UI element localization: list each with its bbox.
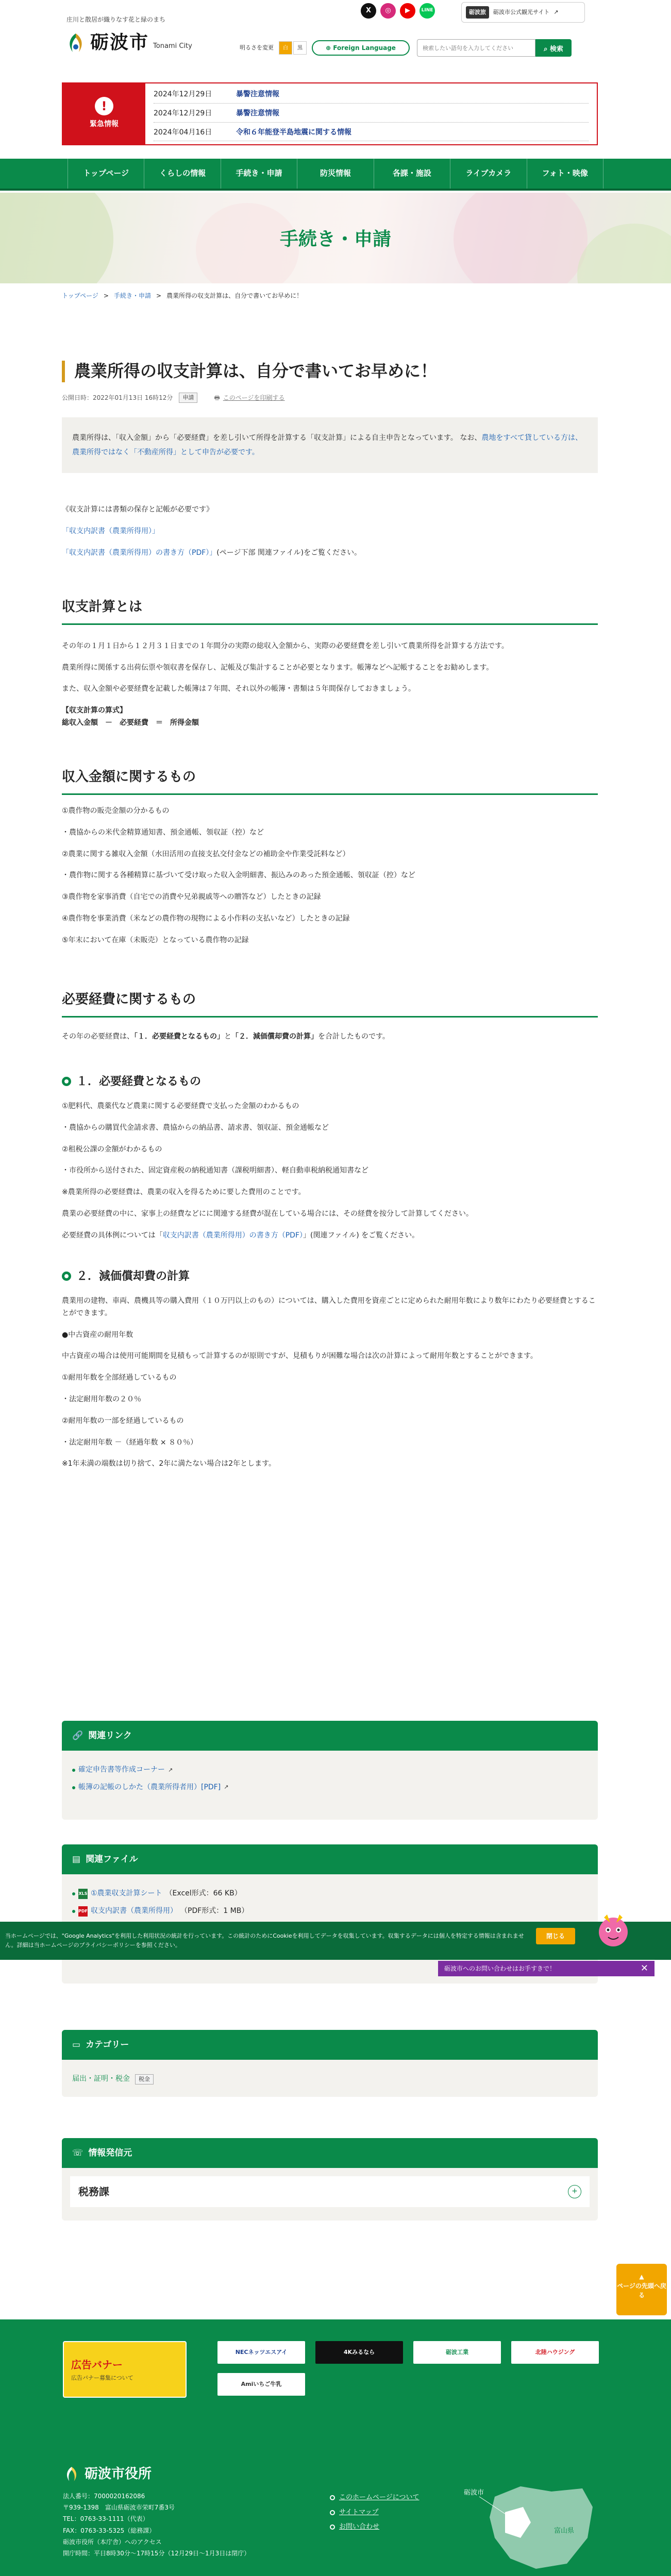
list-item: ①肥料代、農薬代など農業に関する必要経費で支払った金額のわかるもの [62, 1101, 299, 1110]
file-link[interactable]: ①農業収支計算シート [91, 1889, 162, 1897]
list-item: ・農協からの購買代金請求書、農協からの納品書、請求書、領収証、預金通帳など [62, 1123, 329, 1132]
mascot-icon[interactable] [593, 1909, 634, 1951]
list-item: ●中古資産の耐用年数 [62, 1330, 133, 1339]
list-item: ⑤年末において在庫（未販売）となっている農作物の記録 [62, 936, 249, 944]
contact-accordion[interactable] [70, 2176, 590, 2207]
back-to-top-label: ページの先頭へ戻る [617, 2282, 666, 2299]
print-link[interactable] [214, 393, 284, 403]
emergency-link[interactable]: 暴警注意情報 [236, 90, 279, 98]
alert-icon: ! [95, 97, 113, 115]
instagram-icon[interactable]: ◎ [380, 3, 396, 19]
link-paragraph [62, 526, 598, 538]
related-links-head [62, 1721, 598, 1751]
emergency-item [154, 127, 589, 142]
nav-procedures[interactable]: 手続き・申請 [221, 159, 297, 189]
line-icon[interactable]: LINE [420, 3, 435, 19]
footer-office-name: 砺波市役所 [85, 2466, 152, 2482]
emergency-date: 2024年04月16日 [154, 128, 212, 137]
ad-banner-recruit[interactable] [63, 2341, 187, 2398]
list-item: 中古資産の場合は使用可能期間を見積もって計算するのが原則ですが、見積もりが困難な場合は次の計算によって耐用年数とすることができます。 [62, 1352, 538, 1361]
folder-icon: ▭ [72, 2039, 81, 2050]
breadcrumb-current: 農業所得の収支計算は、自分で書いてお早めに！ [166, 292, 303, 299]
bullet-icon [72, 1786, 75, 1789]
link-icon: 🔗 [72, 1730, 83, 1741]
cookie-close-button[interactable]: 閉じる [536, 1928, 575, 1944]
list-item: 農業用の建物、車両、農機具等の購入費用（１０万円以上のもの）については、購入した費用を資産ごとに定められた耐用年数により数年にわたり必要経費とすることができます。 [62, 1296, 596, 1317]
section-heading: 収支計算とは [62, 596, 598, 625]
pdf-icon: PDF [78, 1906, 88, 1917]
print-label: このページを印刷する [223, 394, 285, 401]
office-hours: 開庁時間：平日8時30分～17時15分（12月29日～1月3日は閉庁） [63, 2549, 250, 2557]
search-form [417, 39, 572, 57]
nav-living[interactable]: くらしの情報 [144, 159, 221, 189]
hero-title: 手続き・申請 [279, 229, 391, 250]
ad-title: 広告バナー [71, 2358, 123, 2371]
body-text: その年の１月１日から１２月３１日までの１年間分の実際の総収入金額から、実際の必要経費を差し引いて農業所得を計算する方法です。 [62, 641, 509, 650]
logo-area[interactable] [64, 14, 192, 59]
related-link-item [72, 1764, 588, 1776]
access-link[interactable]: 砺波市役所（本庁舎）へのアクセス [63, 2538, 162, 2546]
list-item: ・法定耐用年数 －（経過年数 × ８０％） [62, 1438, 198, 1447]
tagline: 庄川と散居が織りなす花と緑のまち [66, 16, 166, 23]
excel-icon: XLS [78, 1889, 88, 1899]
note-text: 《収支計算には書類の保存と記帳が必要です》 [62, 505, 213, 514]
summary-box [62, 417, 598, 473]
cookie-banner [0, 1922, 671, 1960]
bullet-icon [72, 1910, 75, 1913]
circle-icon [330, 2524, 335, 2530]
intro-pre: その年の必要経費は、 [62, 1032, 134, 1041]
body-text: また、収入金額や必要経費を記載した帳簿は７年間、それ以外の帳簿・書類は５年間保存しておきましょう。 [62, 685, 415, 693]
tourism-label: 砺波市公式観光サイト [493, 8, 550, 15]
list-item: ④農作物を事業消費（米などの農作物の現物による小作料の支払いなど）したときの記録 [62, 914, 350, 923]
footer-link[interactable] [330, 2505, 419, 2520]
nav-departments[interactable]: 各課・施設 [374, 159, 450, 189]
logo-subtitle: Tonami City [153, 42, 192, 50]
related-links-card [62, 1721, 598, 1820]
body-text: 農業所得に関係する出荷伝票や領収書を保存し、記帳及び集計することが必要となります。帳簿などへ記帳することをお勧めします。 [62, 663, 494, 672]
close-icon[interactable]: ✕ [640, 1962, 648, 1974]
footer-link-label: このホームページについて [339, 2494, 420, 2501]
address-line: TEL：0763-33-1111（代表） [63, 2515, 149, 2523]
circle-icon [330, 2495, 335, 2500]
category-body [62, 2060, 598, 2097]
publish-date: 公開日時：2022年01月13日 16時12分 [62, 394, 173, 401]
file-item [72, 1888, 588, 1900]
arrow-up-icon: ▲ [639, 2273, 644, 2280]
search-button[interactable] [535, 39, 572, 57]
address-line: 〒939-1398 富山県砺波市栄町7番3号 [63, 2504, 175, 2512]
contrast-white-button[interactable]: 白 [279, 41, 292, 55]
category-tag[interactable]: 申請 [179, 393, 197, 403]
nav-livecam[interactable]: ライブカメラ [450, 159, 527, 189]
plus-icon: + [568, 2185, 581, 2198]
footer-logo [63, 2463, 152, 2485]
external-link-icon: ↗ [553, 8, 559, 15]
category-tag[interactable]: 税金 [135, 2074, 154, 2085]
logo-title: 砺波市 [90, 31, 149, 54]
map-label-pref: 富山県 [554, 2527, 575, 2535]
list-item: ②農業に関する雑収入金額（水田活用の直接支払交付金などの補助金や作業受託料など） [62, 850, 350, 858]
emergency-link[interactable]: 暴警注意情報 [236, 109, 279, 117]
map-label-city: 砺波市 [464, 2489, 484, 2497]
external-link-icon: ↗ [224, 1784, 229, 1791]
file-icon: ▤ [72, 1854, 81, 1865]
emergency-list [145, 83, 597, 144]
x-icon[interactable]: X [361, 3, 376, 19]
breadcrumb-separator: > [103, 292, 109, 299]
file-link[interactable]: 収支内訳書（農業所得用） [91, 1906, 177, 1915]
list-item: ③農作物を家事消費（自宅での消費や兄弟親戚等への贈答など）したときの記録 [62, 893, 321, 902]
guide-suffix: (ページ下部 関連ファイル)をご覧ください。 [216, 548, 362, 557]
footer-banners [0, 2319, 671, 2447]
ad-subtitle: 広告バナー募集について [71, 2374, 133, 2381]
contrast-black-button[interactable]: 黒 [293, 41, 307, 55]
list-item: ・農協からの米代金精算通知書、預金通帳、領収証（控）など [62, 828, 264, 837]
summary-text: 農業所得は、「収入金額」から「必要経費」を差し引いて所得を計算する「収支計算」による自主申告となっています。 なお、 [72, 434, 482, 443]
city-logo-icon [64, 31, 87, 54]
address-line: FAX：0763-33-5325（総務課） [63, 2527, 156, 2534]
nav-top[interactable]: トップページ [68, 159, 144, 189]
intro-post: を合計したものです。 [318, 1032, 390, 1041]
ad-tile[interactable]: 4Kみるなら [315, 2341, 403, 2364]
footer-link[interactable] [330, 2490, 419, 2505]
toyama-map [433, 2476, 608, 2576]
circle-icon [330, 2510, 335, 2515]
ring-icon [62, 1077, 71, 1086]
bullet-icon [72, 1769, 75, 1772]
related-link-item [72, 1782, 588, 1794]
meta-row [62, 393, 598, 403]
tourism-logo: 砺波旅 [466, 6, 489, 19]
file-info: （Excel形式：66 KB） [165, 1889, 242, 1897]
related-links-list [62, 1751, 598, 1812]
bullet-icon [72, 1892, 75, 1895]
list-item: 農業の必要経費の中に、家事上の経費などにに関連する経費が混在している場合には、その経費を按分して計算してください。 [62, 1209, 473, 1218]
link-post: 」(関連ファイル) をご覧ください。 [303, 1231, 420, 1240]
footer-link[interactable] [330, 2520, 419, 2535]
back-to-top-button[interactable] [616, 2264, 667, 2315]
list-item: ※農業所得の必要経費は、農業の収入を得るために要した費用のことです。 [62, 1188, 306, 1197]
search-icon: ⌕ [544, 45, 550, 53]
intro-bold-1: 「１．必要経費となるもの」 [134, 1032, 224, 1041]
file-item [72, 1905, 588, 1918]
related-files-head [62, 1844, 598, 1874]
category-link[interactable]: 届出・証明・税金 [72, 2075, 130, 2083]
subsection-heading [62, 1267, 598, 1286]
contact-head [62, 2138, 598, 2168]
ad-tile[interactable]: 砺波工業 [413, 2341, 501, 2364]
chat-text: 砺波市へのお問い合わせはお手すきで！ [444, 1964, 556, 1972]
subsection-title: ２．減価償却費の計算 [76, 1269, 190, 1283]
external-link-icon: ↗ [168, 1766, 173, 1773]
header-social [361, 3, 435, 19]
list-item: ①農作物の販売金額の分かるもの [62, 807, 170, 816]
globe-icon: ⊕ [326, 44, 333, 52]
youtube-icon[interactable]: ▶ [400, 3, 415, 19]
emergency-date: 2024年12月29日 [154, 90, 212, 98]
subsection-heading [62, 1072, 598, 1091]
phone-icon: ☏ [72, 2147, 83, 2158]
ad-tile[interactable]: NECネッツエスアイ [217, 2341, 305, 2364]
intro-mid: と [224, 1032, 231, 1041]
footer-link-label: サイトマップ [339, 2508, 379, 2516]
formula-text: 総収入金額 － 必要経費 ＝ 所得金額 [62, 719, 199, 727]
contact-dept: 税務課 [78, 2185, 109, 2198]
list-item: ②耐用年数の一部を経過しているもの [62, 1416, 184, 1425]
list-item: ①耐用年数を全部経過しているもの [62, 1374, 177, 1382]
section-heading: 必要経費に関するもの [62, 988, 598, 1018]
list-item: ・法定耐用年数の２０％ [62, 1395, 141, 1403]
contact-title: 情報発信元 [88, 2147, 132, 2158]
contrast-toggle [279, 41, 307, 55]
breadcrumb-separator: > [156, 292, 162, 299]
category-title: カテゴリー [86, 2039, 129, 2050]
footer-link-label: お問い合わせ [339, 2523, 380, 2531]
list-item: ※1年未満の端数は切り捨て、2年に満たない場合は2年とします。 [62, 1460, 276, 1468]
cookie-text: 当ホームページでは、"Google Analytics"を利用した利用状況の統計を行っています。この統計のためにCookieを利用してデータを収集しています。収集するデータには個人を特定する情報は含まれません。詳細は当ホームページのプライバシーポリシーを参照ください。 [5, 1933, 524, 1948]
city-logo-icon [63, 2465, 80, 2483]
language-button[interactable] [312, 40, 410, 56]
related-links-title: 関連リンク [88, 1730, 132, 1741]
income-list [62, 805, 598, 947]
section-heading: 収入金額に関するもの [62, 766, 598, 795]
list-item: ②租税公課の金額がわかるもの [62, 1145, 162, 1154]
body-text [62, 1031, 598, 1043]
emergency-label-block [63, 83, 145, 144]
contrast-label: 明るさを変更 [240, 44, 274, 51]
list-item: ・市役所から送付された、固定資産税の納税通知書（課税明細書）、軽自動車税納税通知書など [62, 1166, 368, 1175]
form-link[interactable]: 「収支内訳書（農業所得用）」 [62, 527, 159, 536]
nav-disaster[interactable]: 防災情報 [297, 159, 374, 189]
formula-heading: 【収支計算の算式】 [62, 706, 127, 715]
language-button-label: Foreign Language [333, 44, 396, 52]
breadcrumb-home[interactable]: トップページ [62, 292, 98, 299]
subsection-title: １．必要経費となるもの [76, 1075, 202, 1088]
emergency-date: 2024年12月29日 [154, 109, 212, 117]
page-title: 農業所得の収支計算は、自分で書いてお早めに！ [62, 361, 598, 382]
link-pre: 必要経費の具体例については「 [62, 1231, 163, 1240]
list-item [62, 1230, 598, 1242]
intro-bold-2: 「２．減価償却費の計算」 [231, 1032, 318, 1041]
tourism-site-link[interactable] [461, 2, 585, 23]
hero-banner [0, 193, 671, 283]
depreciation-list [62, 1295, 598, 1470]
category-head [62, 2030, 598, 2060]
guide-pdf-link[interactable]: 収支内訳書（農業所得用）の書き方（PDF） [162, 1231, 304, 1240]
breadcrumb-section[interactable]: 手続き・申請 [113, 292, 151, 299]
global-nav [0, 159, 671, 191]
site-header [0, 0, 671, 72]
utility-row [240, 39, 572, 57]
footer [0, 2447, 671, 2576]
emergency-label: 緊急情報 [90, 120, 119, 129]
expense-list [62, 1100, 598, 1242]
footer-address [63, 2490, 250, 2559]
list-item: ・農作物に関する各種精算に基づいて受け取った収入金明細書、振込みのあった預金通帳、領収証（控）など [62, 871, 415, 880]
related-files-title: 関連ファイル [86, 1854, 138, 1865]
category-card [62, 2030, 598, 2097]
emergency-item [154, 89, 589, 104]
search-button-label: 検索 [549, 45, 563, 53]
footer-links [330, 2490, 419, 2535]
emergency-link[interactable]: 令和６年能登半島地震に関する情報 [236, 128, 351, 137]
related-link[interactable]: 帳簿の記帳のしかた（農業所得者用）[PDF] [78, 1783, 221, 1791]
search-input[interactable] [417, 39, 535, 57]
ad-tile[interactable]: Amiいちご牛乳 [217, 2373, 305, 2396]
contact-card [62, 2138, 598, 2221]
main-content [62, 361, 598, 1470]
file-info: （PDF形式：1 MB） [180, 1906, 249, 1915]
chat-bar[interactable] [438, 1961, 655, 1976]
summary-link[interactable]: 農地をすべて貸している方は、農業所得ではなく「不動産所得」として申告が必要です。 [72, 434, 583, 457]
breadcrumb [62, 291, 303, 301]
printer-icon: 🖶 [214, 394, 220, 401]
related-link[interactable]: 確定申告書等作成コーナー [78, 1766, 165, 1774]
link-paragraph [62, 547, 598, 560]
emergency-item [154, 108, 589, 123]
address-line: 法人番号：7000020162086 [63, 2493, 145, 2500]
nav-photo[interactable]: フォト・映像 [527, 159, 603, 189]
ring-icon [62, 1272, 71, 1281]
guide-pdf-link[interactable]: 「収支内訳書（農業所得用）の書き方（PDF）」 [62, 548, 217, 557]
ad-tile[interactable]: 北陸ハウジング [511, 2341, 599, 2364]
emergency-box [62, 82, 598, 145]
